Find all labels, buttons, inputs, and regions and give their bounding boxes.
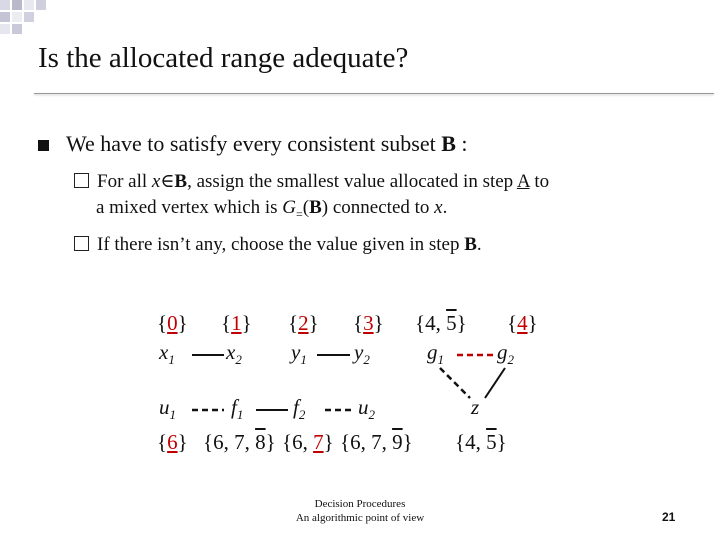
top-set-y1: {2} (288, 311, 319, 335)
bottom-set-z: {4, 5} (455, 430, 507, 454)
footer-line-2: An algorithmic point of view (295, 512, 425, 524)
sub-bullet-2: If there isn’t any, choose the value given in step B. (74, 232, 482, 258)
sub-bullet-1: For all x∈B, assign the smallest value allocated in step A to (74, 169, 549, 195)
sub-bullet-1-line2: a mixed vertex which is $G_=(B)$ connected to x. (96, 197, 448, 221)
node-f1: $f_1$ (231, 395, 244, 423)
edge-g1-z (440, 368, 470, 398)
node-u2: $u_2$ (358, 395, 375, 423)
node-g1: $g_1$ (427, 340, 444, 368)
bottom-set-u1: {6} (157, 430, 188, 454)
node-u1: $u_1$ (159, 395, 176, 423)
top-set-x2: {1} (221, 311, 252, 335)
slide-footer (270, 497, 450, 525)
node-y1: $y_1$ (291, 340, 307, 368)
top-set-y2: {3} (353, 311, 384, 335)
page-number: 21 (662, 510, 676, 524)
bottom-set-f2: {6, 7} (282, 430, 334, 454)
bottom-set-u2: {6, 7, 9} (340, 430, 413, 454)
node-z: z (471, 395, 480, 419)
node-g2: $g_2$ (497, 340, 514, 368)
footer-line-1: Decision Procedures (314, 498, 406, 510)
node-y2: $y_2$ (354, 340, 370, 368)
edge-g2-z (485, 368, 505, 398)
node-x2: $x_2$ (226, 340, 242, 368)
slide-title: Is the allocated range adequate? (38, 42, 409, 74)
top-set-x1: {0} (157, 311, 188, 335)
top-set-g1: {4, 5} (415, 311, 467, 335)
top-set-g2: {4} (507, 311, 538, 335)
main-bullet: We have to satisfy every consistent subset B : (66, 131, 468, 156)
node-f2: $f_2$ (293, 395, 306, 423)
bottom-set-f1: {6, 7, 8} (203, 430, 276, 454)
node-x1: $x_1$ (159, 340, 175, 368)
